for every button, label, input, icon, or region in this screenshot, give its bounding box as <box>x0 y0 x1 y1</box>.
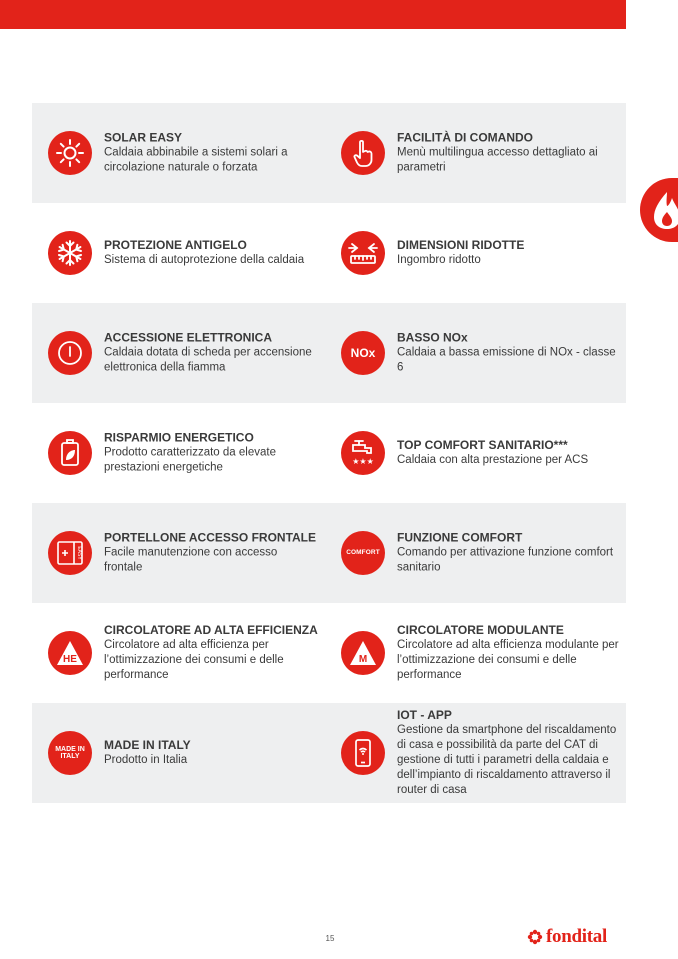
feature-description: Ingombro ridotto <box>397 254 481 266</box>
feature-title: SOLAR EASY <box>104 130 183 145</box>
modulating-pump-icon-label: M <box>358 654 368 665</box>
feature-description: Prodotto in Italia <box>104 754 188 766</box>
faucet-stars-icon <box>341 431 385 475</box>
easy-access-icon-label: EASY <box>76 546 82 560</box>
feature-item <box>32 303 322 403</box>
power-icon <box>48 331 92 375</box>
easy-access-icon <box>48 531 92 575</box>
feature-item <box>32 103 322 203</box>
feature-title: RISPARMIO ENERGETICO <box>104 430 254 445</box>
flame-icon <box>652 190 678 230</box>
snowflake-icon <box>48 231 92 275</box>
features-grid <box>32 103 626 803</box>
smartphone-wifi-icon <box>341 731 385 775</box>
feature-item <box>325 303 625 403</box>
feature-title: DIMENSIONI RIDOTTE <box>397 238 525 252</box>
feature-item <box>32 203 322 303</box>
touch-hand-icon <box>341 131 385 175</box>
high-efficiency-icon-label: HE <box>63 654 77 665</box>
modulating-pump-icon <box>341 631 385 675</box>
made-in-italy-icon-label: MADE IN ITALY <box>55 745 85 760</box>
feature-description: Prodotto caratterizzato da elevate prestazioni energetiche <box>104 446 276 474</box>
feature-description: Caldaia a bassa emissione di NOx - classe 6 <box>397 346 616 374</box>
battery-leaf-icon <box>48 431 92 475</box>
feature-description: Sistema di autoprotezione della caldaia <box>104 254 305 266</box>
feature-item <box>325 403 625 503</box>
comfort-icon <box>341 531 385 575</box>
feature-description: Circolatore ad alta efficienza modulante per l’ottimizzazione dei consumi e delle performance <box>397 639 619 681</box>
page-number: 15 <box>325 934 335 943</box>
feature-item <box>325 503 625 603</box>
feature-item <box>325 103 625 203</box>
nox-icon-label: NOx <box>350 345 376 360</box>
feature-row <box>32 103 626 203</box>
feature-item <box>325 203 625 303</box>
feature-title: BASSO NOx <box>397 330 468 345</box>
top-red-bar <box>0 0 626 29</box>
sun-icon <box>48 131 92 175</box>
feature-row <box>32 403 626 503</box>
feature-item <box>32 403 322 503</box>
flower-icon <box>527 929 543 945</box>
high-efficiency-icon <box>48 631 92 675</box>
compact-size-icon <box>341 231 385 275</box>
brand-logo <box>527 926 607 948</box>
feature-title: IOT - APP <box>397 708 452 722</box>
feature-row <box>32 203 626 303</box>
feature-description: Caldaia dotata di scheda per accensione elettronica della fiamma <box>104 346 312 374</box>
feature-description: Facile manutenzione con accesso frontale <box>104 546 278 574</box>
feature-description: Circolatore ad alta efficienza per l’ottimizzazione dei consumi e delle performance <box>104 639 284 681</box>
feature-title: PORTELLONE ACCESSO FRONTALE <box>104 530 317 545</box>
feature-title: ACCESSIONE ELETTRONICA <box>104 330 273 345</box>
feature-item <box>32 503 322 603</box>
feature-title: FACILITÀ DI COMANDO <box>397 130 533 145</box>
feature-title: CIRCOLATORE MODULANTE <box>397 623 564 637</box>
feature-row <box>32 703 626 803</box>
feature-row <box>32 303 626 403</box>
feature-title: CIRCOLATORE AD ALTA EFFICIENZA <box>104 623 318 637</box>
svg-text:★★★: ★★★ <box>352 457 374 466</box>
feature-item <box>32 703 322 803</box>
feature-title: TOP COMFORT SANITARIO*** <box>397 438 568 452</box>
comfort-icon-label: COMFORT <box>346 548 380 556</box>
feature-title: PROTEZIONE ANTIGELO <box>104 238 247 252</box>
nox-icon <box>341 331 385 375</box>
made-in-italy-icon <box>48 731 92 775</box>
feature-description: Menù multilingua accesso dettagliato ai parametri <box>397 146 598 174</box>
feature-row <box>32 503 626 603</box>
feature-item <box>325 603 625 703</box>
feature-description: Caldaia con alta prestazione per ACS <box>397 454 589 466</box>
feature-item <box>325 703 625 803</box>
feature-description: Comando per attivazione funzione comfort sanitario <box>397 546 614 574</box>
brand-name: fondital <box>546 926 607 947</box>
feature-row <box>32 603 626 703</box>
feature-description: Gestione da smartphone del riscaldamento di casa e possibilità da parte del CAT di gestione di tutti i parametri della caldaia e dell’impianto di riscaldamento attraverso il router di casa <box>397 724 617 796</box>
feature-title: FUNZIONE COMFORT <box>397 530 523 545</box>
feature-item <box>32 603 322 703</box>
feature-title: MADE IN ITALY <box>104 738 191 752</box>
feature-description: Caldaia abbinabile a sistemi solari a circolazione naturale o forzata <box>104 146 288 174</box>
section-tab <box>640 178 678 242</box>
